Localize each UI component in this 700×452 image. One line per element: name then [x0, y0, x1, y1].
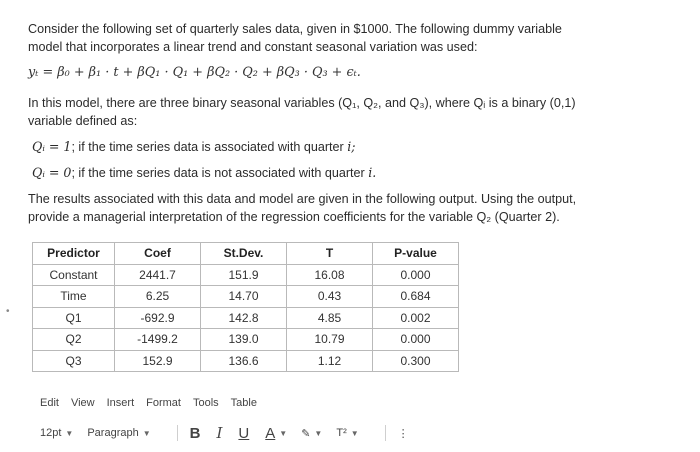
- more-options-button[interactable]: [398, 427, 409, 440]
- def1-text: ; if the time series data is associated with quarter: [71, 140, 348, 154]
- def2-text: ; if the time series data is not associated with quarter: [71, 166, 369, 180]
- table-cell: 0.43: [287, 286, 373, 308]
- header-pvalue: P-value: [373, 243, 459, 265]
- table-cell: 136.6: [201, 350, 287, 372]
- highlight-button[interactable]: [301, 427, 322, 440]
- table-cell: 0.300: [373, 350, 459, 372]
- model-paragraph: In this model, there are three binary seasonal variables (Q₁, Q₂, and Q₃), where Qᵢ is a binary (0,1) variable defined as:: [28, 96, 576, 128]
- table-cell: 1.12: [287, 350, 373, 372]
- highlight-icon: ✎: [301, 427, 311, 440]
- underline-button[interactable]: U: [238, 424, 250, 442]
- table-cell: 4.85: [287, 307, 373, 329]
- regression-table: [32, 242, 459, 372]
- def1-end: i;: [347, 139, 356, 154]
- definition-q-equals-0: [32, 164, 588, 184]
- table-cell: 0.000: [373, 264, 459, 286]
- font-size-select[interactable]: [40, 427, 73, 439]
- menu-edit[interactable]: Edit: [40, 397, 59, 409]
- table-cell: 142.8: [201, 307, 287, 329]
- menu-insert[interactable]: Insert: [106, 397, 135, 409]
- chevron-down-icon: ▼: [314, 428, 323, 438]
- table-cell: 151.9: [201, 264, 287, 286]
- regression-table-container: [32, 242, 459, 372]
- editor-toolbar: [40, 424, 423, 442]
- table-cell: 16.08: [287, 264, 373, 286]
- menu-view[interactable]: View: [70, 397, 95, 409]
- table-row: [33, 350, 459, 372]
- chevron-down-icon: ▼: [65, 428, 74, 438]
- table-cell: 0.002: [373, 307, 459, 329]
- block-format-value: Paragraph: [87, 427, 139, 439]
- table-cell: 6.25: [115, 286, 201, 308]
- table-cell: 14.70: [201, 286, 287, 308]
- table-cell: Q3: [33, 350, 115, 372]
- menu-tools[interactable]: Tools: [192, 397, 219, 409]
- results-paragraph: The results associated with this data and model are given in the following output. Using the output, provide a managerial interpretation of the regression coefficients for the variable Q₂ (Quarter 2).: [28, 192, 577, 224]
- font-size-value: 12pt: [40, 427, 62, 439]
- chevron-down-icon: ▼: [279, 428, 288, 438]
- header-t: T: [287, 243, 373, 265]
- toolbar-divider: [385, 425, 386, 441]
- regression-formula: yₜ = β₀ + β₁ · t + βQ₁ · Q₁ + βQ₂ · Q₂ + βQ₃ · Q₃ + ϵₜ.: [28, 65, 361, 80]
- table-cell: 0.000: [373, 329, 459, 351]
- table-cell: Q2: [33, 329, 115, 351]
- table-header-row: [33, 243, 459, 265]
- menu-format[interactable]: Format: [146, 397, 181, 409]
- header-stdev: St.Dev.: [201, 243, 287, 265]
- def2-end: i.: [368, 165, 377, 180]
- more-icon: ⋮: [397, 427, 409, 440]
- table-cell: Constant: [33, 264, 115, 286]
- italic-button[interactable]: I: [216, 424, 223, 442]
- block-format-select[interactable]: [87, 427, 150, 439]
- table-row: [33, 286, 459, 308]
- table-cell: 152.9: [115, 350, 201, 372]
- text-color-button[interactable]: [265, 425, 287, 442]
- chevron-down-icon: ▼: [142, 428, 151, 438]
- table-row: [33, 329, 459, 351]
- table-cell: Time: [33, 286, 115, 308]
- superscript-button[interactable]: [336, 427, 358, 439]
- intro-paragraph: Consider the following set of quarterly sales data, given in $1000. The following dummy variable model that incorporates a linear trend and constant seasonal variation was used:: [28, 22, 562, 54]
- table-row: [33, 264, 459, 286]
- table-cell: -1499.2: [115, 329, 201, 351]
- chevron-down-icon: ▼: [350, 428, 359, 438]
- text-color-icon: A: [265, 424, 276, 442]
- table-cell: 10.79: [287, 329, 373, 351]
- margin-marker: •: [6, 306, 10, 317]
- bold-button[interactable]: B: [189, 424, 201, 442]
- table-cell: -692.9: [115, 307, 201, 329]
- def2-math: Qᵢ = 0: [32, 165, 72, 180]
- toolbar-divider: [177, 425, 178, 441]
- header-predictor: Predictor: [33, 243, 115, 265]
- table-cell: 0.684: [373, 286, 459, 308]
- superscript-icon: T²: [336, 427, 347, 439]
- table-cell: Q1: [33, 307, 115, 329]
- table-row: [33, 307, 459, 329]
- definition-q-equals-1: [32, 138, 588, 158]
- question-body: [28, 20, 588, 234]
- def1-math: Qᵢ = 1: [32, 139, 72, 154]
- table-cell: 2441.7: [115, 264, 201, 286]
- menu-table[interactable]: Table: [230, 397, 257, 409]
- header-coef: Coef: [115, 243, 201, 265]
- table-cell: 139.0: [201, 329, 287, 351]
- editor-menubar: [40, 397, 257, 409]
